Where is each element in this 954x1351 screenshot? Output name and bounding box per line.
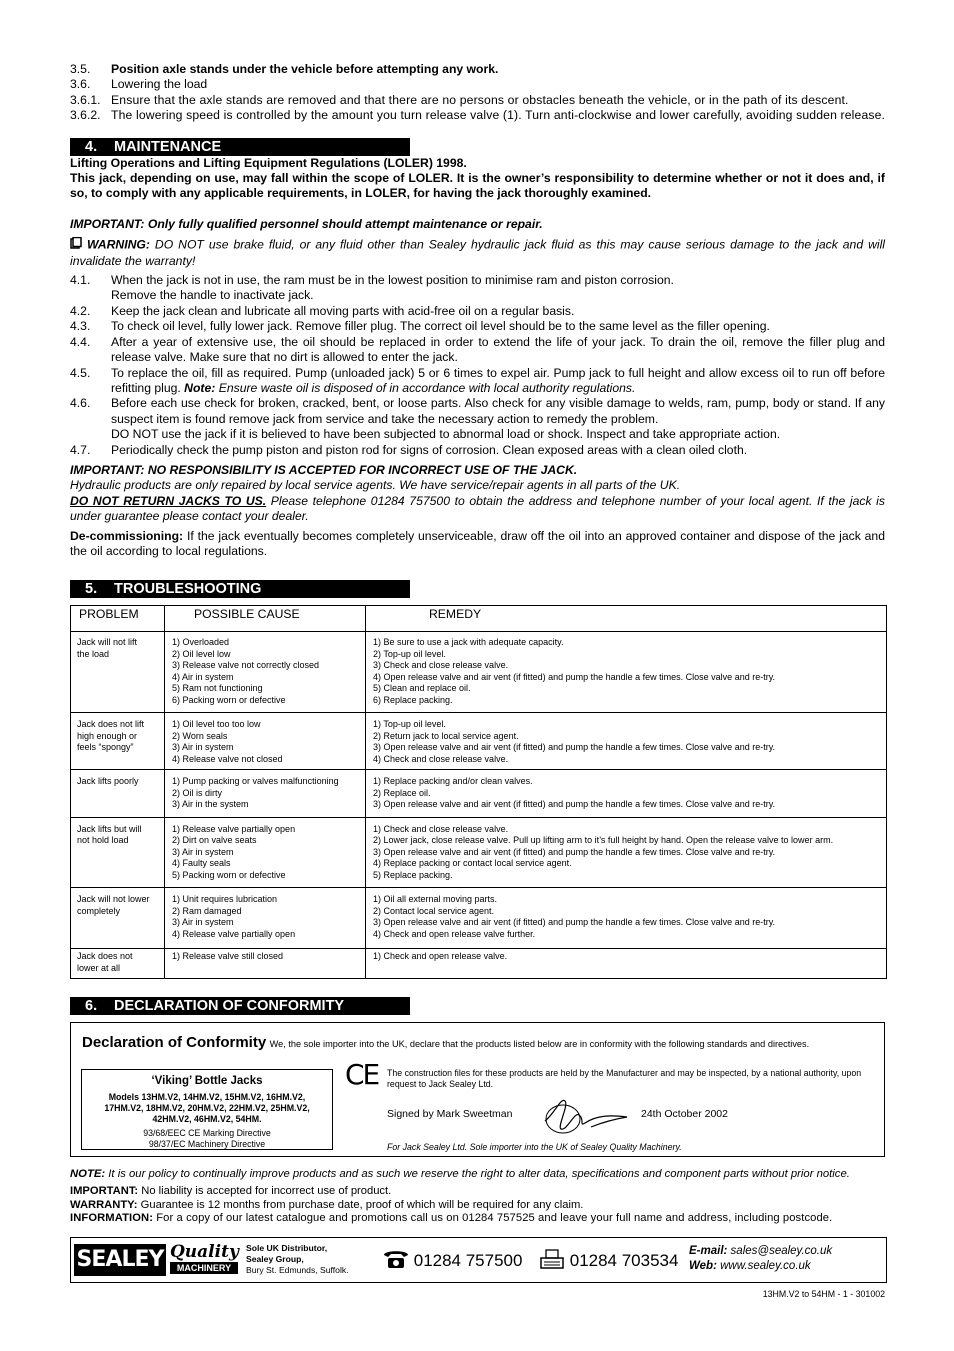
list-item: 4.5. To replace the oil, fill as required. Pump (unloaded jack) 5 or 6 times to expel air. Pump jack to full height and allow excess oil to run off before refitting plug. Note: Ensure waste oil is disposed of in accordance with local authority regulations. (70, 365, 885, 395)
cell-line: 6) Replace packing. (373, 694, 453, 705)
declaration-box (70, 1022, 885, 1157)
cell-line: 2) Ram damaged (172, 905, 242, 916)
cell-line: 4) Faulty seals (172, 858, 231, 869)
table-row (71, 770, 887, 818)
cell-line: 3) Check and close release valve. (373, 660, 509, 671)
problem-cell (71, 632, 165, 713)
telephone-icon (383, 1249, 409, 1274)
list-item: 3.6.1. Ensure that the axle stands are removed and that there are no persons or obstacles beneath the vehicle, or in the path of its descent. (70, 92, 849, 107)
return-notice: DO NOT RETURN JACKS TO US. Please telephone 01284 757500 to obtain the address and telephone number of your local agent. If the jack is under guarantee please contact your dealer. (70, 493, 885, 524)
cell-line: 3) Air in system (172, 846, 234, 857)
cell-line: high enough or (77, 730, 138, 741)
cell-line: 4) Release valve not closed (172, 753, 283, 764)
cell-line: 2) Dirt on valve seats (172, 835, 257, 846)
declaration-intro: We, the sole importer into the UK, declare that the products listed below are in conformity with the following standards and directives. (269, 1039, 810, 1050)
cell-line: 3) Air in system (172, 742, 234, 753)
cell-line: the load (77, 648, 110, 659)
table-row (71, 888, 887, 949)
fax-icon (539, 1249, 565, 1274)
directives: 93/68/EEC CE Marking Directive 98/37/EC Machinery Directive (143, 1127, 271, 1149)
cell-line: Jack will not lower (77, 894, 150, 905)
cell-line: 2) Oil is dirty (172, 787, 223, 798)
cell-line: 3) Air in the system (172, 799, 249, 810)
remedy-cell (366, 632, 887, 713)
table-row (71, 632, 887, 713)
manual-page (70, 62, 885, 1226)
cause-cell (165, 817, 366, 888)
cell-line: 4) Check and open release valve further. (373, 928, 536, 939)
cell-line: 5) Ram not functioning (172, 683, 263, 694)
cell-line: 4) Release valve partially open (172, 928, 296, 939)
cause-cell (165, 949, 366, 979)
signed-by: Signed by Mark Sweetman (387, 1108, 513, 1121)
table-row (71, 949, 887, 979)
column-header-remedy: REMEDY (366, 606, 887, 632)
cell-line: lower at all (77, 962, 121, 973)
lowering-list (70, 62, 885, 124)
cell-line: 3) Open release valve and air vent (if fitted) and pump the handle a few times. Close valve and re-try. (373, 917, 776, 928)
cell-line: 4) Check and close release valve. (373, 753, 509, 764)
cell-line: 1) Check and close release valve. (373, 823, 509, 834)
importer-note: For Jack Sealey Ltd. Sole importer into the UK of Sealey Quality Machinery. (387, 1142, 682, 1153)
remedy-cell (366, 770, 887, 818)
declaration-date: 24th October 2002 (641, 1108, 728, 1121)
warning-icon (70, 237, 82, 253)
cell-line: 3) Open release valve and air vent (if fitted) and pump the handle a few times. Close valve and re-try. (373, 799, 776, 810)
cell-line: 2) Worn seals (172, 730, 228, 741)
column-header-problem: PROBLEM (71, 606, 165, 632)
product-box (81, 1069, 333, 1150)
declaration-title: Declaration of Conformity (82, 1034, 267, 1052)
problem-cell (71, 949, 165, 979)
cell-line: Jack lifts poorly (77, 776, 139, 787)
document-reference: 13HM.V2 to 54HM - 1 - 301002 (762, 1289, 885, 1299)
cell-line: completely (77, 905, 121, 916)
problem-cell (71, 888, 165, 949)
distributor-box (70, 1237, 887, 1283)
cell-line: 4) Open release valve and air vent (if fitted) and pump the handle a few times. Close valve and re-try. (373, 671, 776, 682)
warning-notice: WARNING: DO NOT use brake fluid, or any fluid other than Sealey hydraulic jack fluid as this may cause serious damage to the jack and will invalidate the warranty! (70, 237, 885, 268)
list-item: 4.2. Keep the jack clean and lubricate all moving parts with acid-free oil on a regular basis. (70, 303, 575, 318)
loler-text: This jack, depending on use, may fall within the scope of LOLER. It is the owner’s responsibility to determine whether or not it does and, if so, to comply with any applicable requirements, in LOLER, for having the jack thoroughly examined. (70, 171, 885, 201)
cell-line: 5) Replace packing. (373, 869, 453, 880)
cell-line: 1) Release valve still closed (172, 951, 284, 962)
cell-line: 2) Replace oil. (373, 787, 431, 798)
product-title: ‘Viking’ Bottle Jacks (151, 1075, 263, 1088)
cell-line: Jack will not lift (77, 637, 138, 648)
cell-line: 4) Air in system (172, 671, 234, 682)
cell-line: 1) Be sure to use a jack with adequate capacity. (373, 637, 564, 648)
cell-line: 1) Release valve partially open (172, 823, 296, 834)
agents-notice: Hydraulic products are only repaired by local service agents. We have service/repair agents in all parts of the UK. (70, 478, 681, 493)
construction-files-text: The construction files for these products are held by the Manufacturer and may be inspected, by a national authority, upon request to Jack Sealey Ltd. (387, 1068, 862, 1090)
troubleshooting-heading: 5. TROUBLESHOOTING (70, 580, 410, 598)
remedy-cell (366, 888, 887, 949)
remedy-cell (366, 713, 887, 770)
cause-cell (165, 888, 366, 949)
signature-icon (539, 1093, 631, 1139)
decommissioning: De-commissioning: If the jack eventually becomes completely unserviceable, draw off the oil into an approved container and dispose of the jack and the oil according to local regulations. (70, 528, 885, 558)
remedy-cell (366, 817, 887, 888)
cell-line: 1) Unit requires lubrication (172, 894, 278, 905)
cell-line: 2) Return jack to local service agent. (373, 730, 519, 741)
cell-line: 1) Pump packing or valves malfunctioning (172, 776, 339, 787)
cell-line: 3) Air in system (172, 917, 234, 928)
ce-mark-icon: CE (345, 1058, 379, 1092)
cause-cell (165, 632, 366, 713)
cell-line: 5) Packing worn or defective (172, 869, 286, 880)
cell-line: Jack does not lift (77, 719, 145, 730)
cell-line: 2) Top-up oil level. (373, 648, 446, 659)
important-notice: IMPORTANT: Only fully qualified personnel should attempt maintenance or repair. (70, 216, 543, 231)
maintenance-heading: 4. MAINTENANCE (70, 138, 410, 156)
table-row (71, 817, 887, 888)
cell-line: 2) Contact local service agent. (373, 905, 495, 916)
cell-line: Jack does not (77, 951, 133, 962)
problem-cell (71, 817, 165, 888)
contact-details: E-mail: sales@sealey.co.uk Web: www.sealey.co.uk (689, 1245, 833, 1272)
problem-cell (71, 770, 165, 818)
problem-cell (71, 713, 165, 770)
column-header-cause: POSSIBLE CAUSE (165, 606, 366, 632)
cause-cell (165, 770, 366, 818)
cell-line: feels “spongy” (77, 742, 134, 753)
loler-title: Lifting Operations and Lifting Equipment Regulations (LOLER) 1998. (70, 155, 467, 170)
cell-line: 1) Oil all external moving parts. (373, 894, 498, 905)
remedy-cell (366, 949, 887, 979)
responsibility-notice: IMPORTANT: NO RESPONSIBILITY IS ACCEPTED FOR INCORRECT USE OF THE JACK. (70, 462, 578, 477)
cell-line: 1) Oil level too too low (172, 719, 261, 730)
email-link[interactable]: sales@sealey.co.uk (730, 1245, 833, 1257)
list-item: 4.1. When the jack is not in use, the ram must be in the lowest position to minimise ram and piston corrosion. Remove the handle to inactivate jack. (70, 273, 674, 303)
web-link[interactable]: www.sealey.co.uk (720, 1260, 811, 1272)
cell-line: 1) Top-up oil level. (373, 719, 446, 730)
list-item: 3.6. Lowering the load (70, 77, 208, 92)
cell-line: 1) Replace packing and/or clean valves. (373, 776, 533, 787)
table-row (71, 713, 887, 770)
phone-number: 01284 757500 (383, 1249, 522, 1274)
declaration-heading: 6. DECLARATION OF CONFORMITY (70, 997, 410, 1015)
list-item: 4.4. After a year of extensive use, the oil should be replaced in order to extend the life of your jack. To drain the oil, remove the filler plug and release valve. Make sure that no dirt is allowed to enter the jack. (70, 334, 885, 365)
cell-line: not hold load (77, 835, 129, 846)
cell-line: 1) Check and open release valve. (373, 951, 508, 962)
list-item: 4.7. Periodically check the pump piston and piston rod for signs of corrosion. Clean exposed areas with a clean oiled cloth. (70, 442, 748, 457)
table-header-row (71, 606, 887, 632)
cell-line: 3) Release valve not correctly closed (172, 660, 320, 671)
cell-line: 1) Overloaded (172, 637, 230, 648)
cell-line: 2) Oil level low (172, 648, 231, 659)
list-item: 4.3. To check oil level, fully lower jack. Remove filler plug. The correct oil level should be to the same level as the filler opening. (70, 319, 770, 334)
sealey-logo: SEALEY (74, 1244, 166, 1276)
quality-machinery-logo: Quality MACHINERY (170, 1242, 239, 1273)
cell-line: 4) Replace packing or contact local service agent. (373, 858, 572, 869)
cell-line: 2) Lower jack, close release valve. Pull up lifting arm to it’s full height by hand. Open the release valve to lower arm. (373, 835, 834, 846)
product-models: Models 13HM.V2, 14HM.V2, 15HM.V2, 16HM.V2, 17HM.V2, 18HM.V2, 20HM.V2, 22HM.V2, 25HM.V2, 42HM.V2, 46HM.V2, 54HM. (104, 1091, 310, 1124)
cell-line: 6) Packing worn or defective (172, 694, 286, 705)
cell-line: 5) Clean and replace oil. (373, 683, 471, 694)
maintenance-list (70, 273, 885, 458)
list-item: 3.5. Position axle stands under the vehicle before attempting any work. (70, 62, 499, 76)
cell-line: Jack lifts but will (77, 823, 142, 834)
footer-notes: NOTE: It is our policy to continually improve products and as such we reserve the right to alter data, specifications and component parts without prior notice. IMPORTANT: No liability is accepted for incorrect use of product. WARRANTY: Guarantee is 12 months from purchase date, proof of which will be required for any claim. INFORMATION: For a copy of our latest catalogue and promotions call us on 01284 757525 and leave your full name and address, including postcode. (70, 1168, 850, 1225)
cell-line: 3) Open release valve and air vent (if fitted) and pump the handle a few times. Close valve and re-try. (373, 742, 776, 753)
list-item: 3.6.2. The lowering speed is controlled by the amount you turn release valve (1). Turn anti-clockwise and lower carefully, avoiding sudden release. (70, 108, 886, 123)
troubleshooting-table (70, 605, 887, 979)
fax-number: 01284 703534 (539, 1249, 678, 1274)
list-item: 4.6. Before each use check for broken, cracked, bent, or loose parts. Also check for any visible damage to welds, ram, pump, body or stand. If any suspect item is found remove jack from service and take the necessary action to remedy the problem. DO NOT use the jack if it is believed to have been subjected to abnormal load or shock. Inspect and take appropriate action. (70, 396, 885, 442)
cause-cell (165, 713, 366, 770)
distributor-address: Sole UK Distributor, Sealey Group, Bury St. Edmunds, Suffolk. (246, 1243, 349, 1276)
cell-line: 3) Open release valve and air vent (if fitted) and pump the handle a few times. Close valve and re-try. (373, 846, 776, 857)
